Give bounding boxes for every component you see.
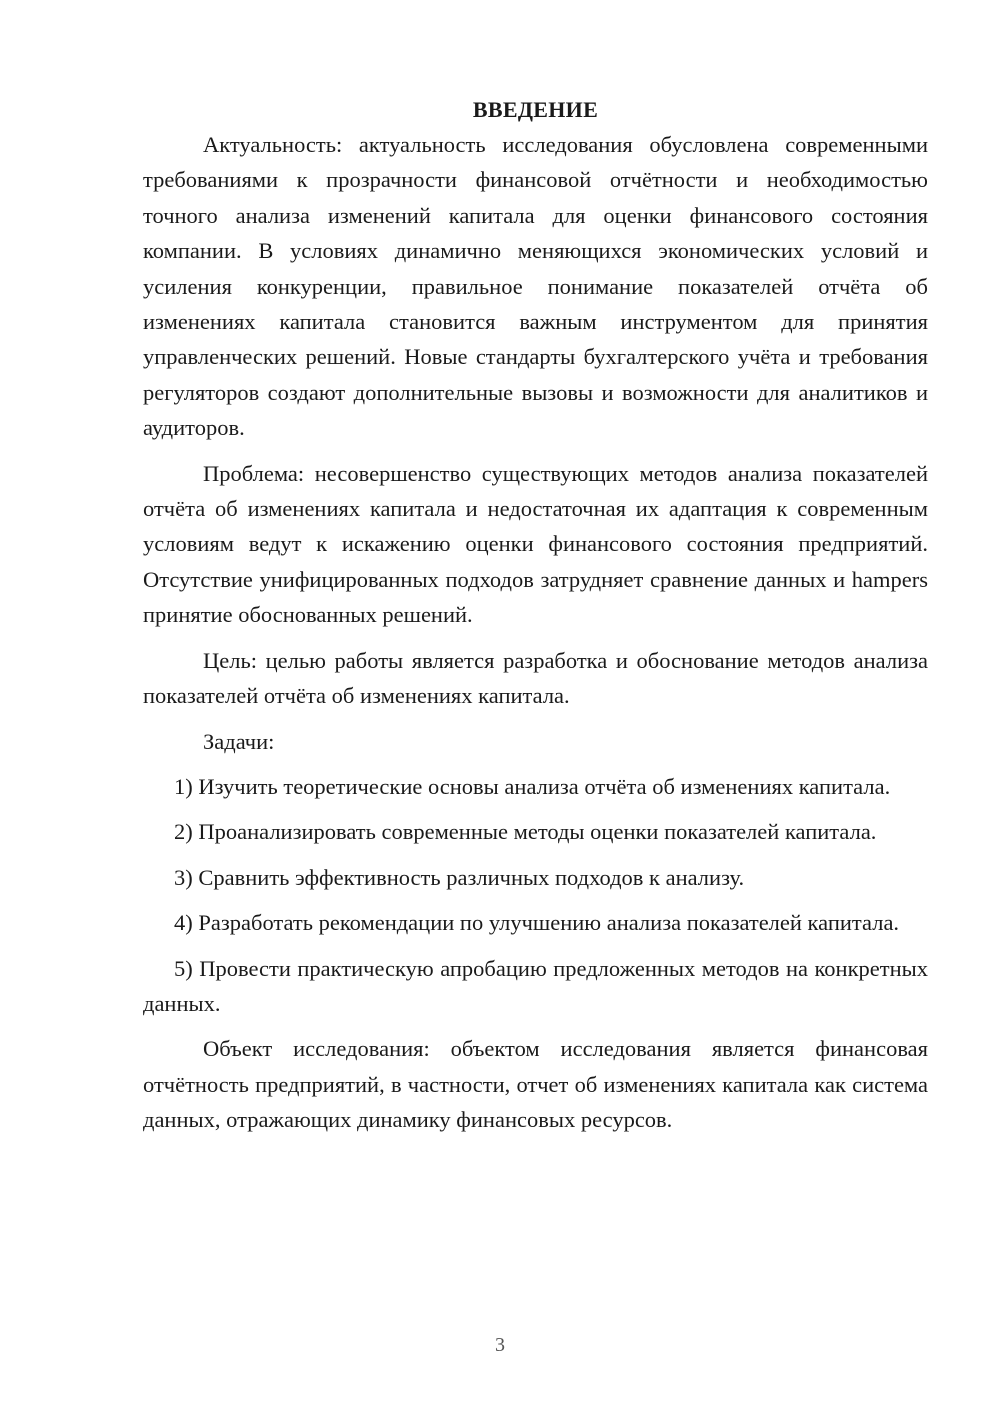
page-number: 3 bbox=[495, 1334, 505, 1356]
task-item-5: 5) Провести практическую апробацию предложенных методов на конкретных данных. bbox=[143, 955, 928, 1016]
problem-paragraph: Проблема: несовершенство существующих методов анализа показателей отчёта об изменениях капитала и недостаточная их адаптация к современным условиям ведут к искажению оценки финансового состояния предприятий. Отсутствие унифицированных подходов затрудняет сравнение данных и hampers принятие обоснованных решений. bbox=[143, 460, 928, 628]
task-item-4: 4) Разработать рекомендации по улучшению анализа показателей капитала. bbox=[174, 910, 900, 936]
tasks-heading: Задачи: bbox=[203, 728, 275, 754]
goal-paragraph: Цель: целью работы является разработка и обоснование методов анализа показателей отчёта об изменениях капитала. bbox=[143, 647, 928, 709]
relevance-paragraph: Актуальность: актуальность исследования обусловлена современными требованиями к прозрачности финансовой отчётности и необходимостью точного анализа изменений капитала для оценки финансового состояния компании. В условиях динамично меняющихся экономических условий и усиления конкуренции, правильное понимание показателей отчёта об изменениях капитала становится важным инструментом для принятия управленческих решений. Новые стандарты бухгалтерского учёта и требования регуляторов создают дополнительные вызовы и возможности для аналитиков и аудиторов. bbox=[143, 132, 928, 441]
section-title: ВВЕДЕНИЕ bbox=[472, 97, 599, 122]
task-item-3: 3) Сравнить эффективность различных подходов к анализу. bbox=[174, 864, 745, 890]
document-page bbox=[143, 92, 928, 1138]
task-item-1: 1) Изучить теоретические основы анализа отчёта об изменениях капитала. bbox=[174, 773, 891, 799]
task-item-2: 2) Проанализировать современные методы оценки показателей капитала. bbox=[174, 819, 877, 845]
object-paragraph: Объект исследования: объектом исследования является финансовая отчётность предприятий, в частности, отчет об изменениях капитала как система данных, отражающих динамику финансовых ресурсов. bbox=[143, 1036, 928, 1133]
